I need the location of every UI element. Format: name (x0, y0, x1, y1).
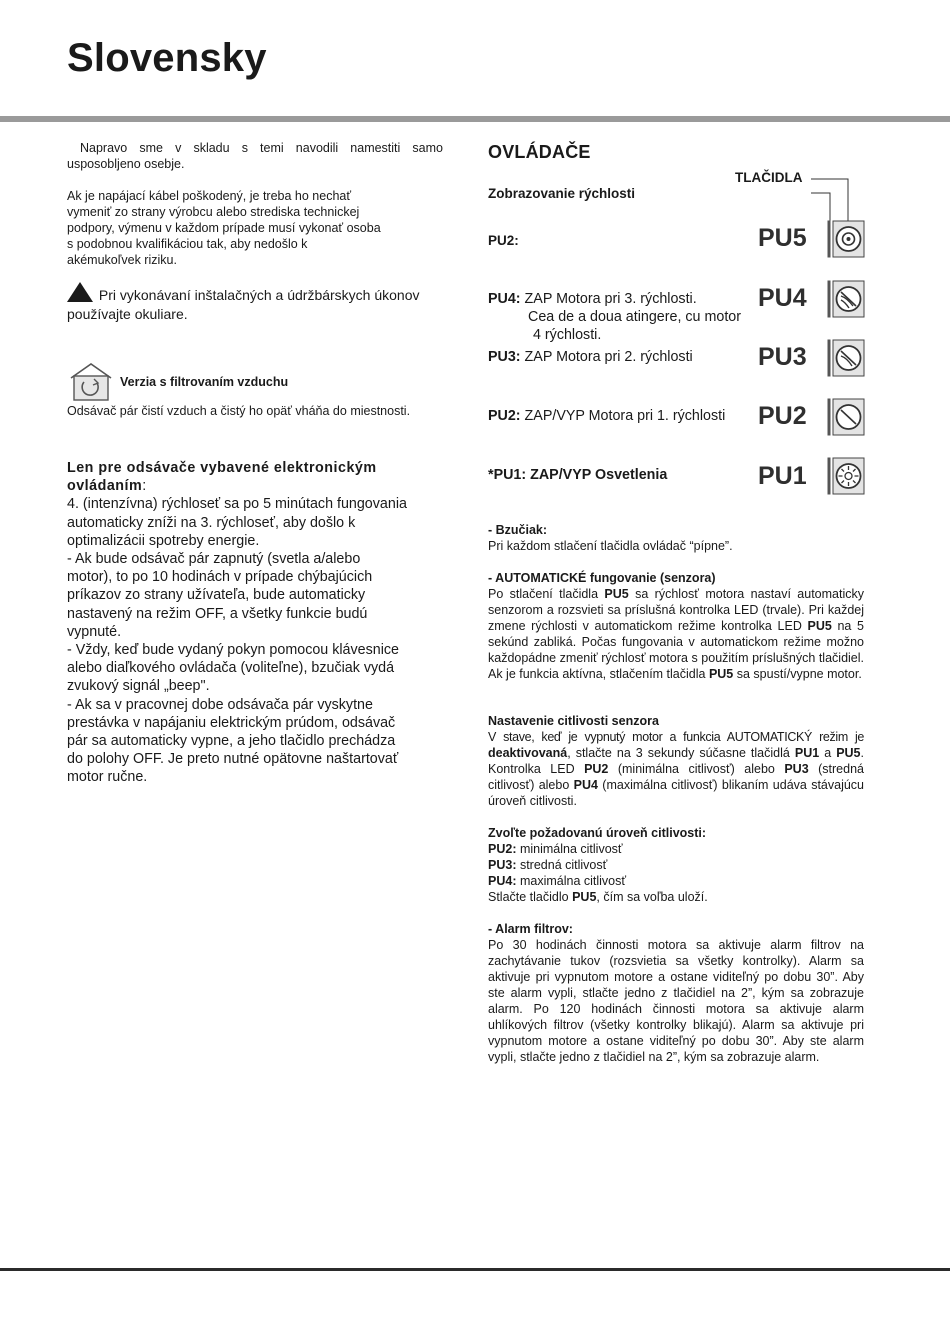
filter-version-row (67, 362, 443, 402)
sens-d: PU1 (794, 746, 820, 760)
level-item (488, 857, 864, 873)
level-value: maximálna citlivosť (516, 874, 627, 888)
filter-version-text: Odsávač pár čistí vzduch a čistý ho opäť vháňa do miestnosti. (67, 404, 411, 418)
level-value: stredná citlivosť (516, 858, 608, 872)
level-heading: Zvoľte požadovanú úroveň citlivosti: (488, 826, 707, 840)
pu2-description (488, 407, 725, 425)
warning-paragraph (67, 282, 443, 324)
auto-text-e: na 5 sekúnd zabliká. Počas fungovania v automatickom režime možno každopádne zmeniť rýchlosť motora s použitím príslušných tlačidiel. Ak je funkcia aktívna, stlačením tlačidla (488, 619, 864, 681)
auto-text-g: sa spustí/vypne motor. (733, 667, 862, 681)
sens-i: (minimálna citlivosť) alebo (608, 762, 785, 776)
sens-m: (maximálna citlivosť) blikaním udáva stávajúcu úroveň citlivosti. (488, 778, 865, 808)
electronic-line: pár sa automaticky vypne, a jeho tlačidlo prechádza (67, 733, 396, 750)
sens-g: . Kontrolka LED (488, 746, 864, 776)
pu5-label: PU5 (758, 224, 807, 252)
alarm-text: Po 30 hodinách činnosti motora sa aktivuje alarm filtrov na zachytávanie tukov (rozsvietia sa všetky kontrolky). Alarm sa aktivuje pri vypnutom motore a ostane viditeľný po dobu 30”. Aby ste alarm vypli, stlačte jedno z tlačidiel na 2”, kým sa zobrazuje alarm. Po 120 hodinách činnosti motora sa aktivuje alarm uhlíkových filtrov (všetky kontrolky blikajú). Alarm sa aktivuje pri vypnutom motore a ostane viditeľný po dobu 30”. Aby ste alarm vypli, stlačte jedno z tlačidiel na 2”, kým sa zobrazuje alarm. (488, 938, 864, 1064)
pu3-text: ZAP Motora pri 2. rýchlosti (520, 349, 693, 365)
pu2-label: PU2 (758, 402, 807, 430)
sens-l: PU4 (573, 778, 598, 792)
electronic-line: 4. (intenzívna) rýchloseť sa po 5 minútach fungovania (67, 496, 407, 513)
level-value: minimálna citlivosť (516, 842, 623, 856)
power-cable-paragraph (67, 188, 443, 268)
air-recirculation-icon (68, 362, 114, 402)
power-cable-line: akémukoľvek riziku. (67, 253, 177, 267)
level-key: PU3: (488, 858, 517, 872)
electronic-heading: Len pre odsávače vybavené elektronickým ovládaním (67, 460, 377, 495)
pu4-line3: 4 rýchlosti. (533, 327, 602, 343)
pu4-label: PU4 (758, 284, 807, 312)
pu2-key: PU2: (488, 408, 521, 424)
filter-version-label: Verzia s filtrovaním vzduchu (120, 375, 289, 389)
sens-b: deaktivovaná (488, 746, 568, 760)
auto-heading: - AUTOMATICKÉ fungovanie (senzora) (488, 571, 716, 585)
sens-f: PU5 (836, 746, 861, 760)
right-column (488, 140, 865, 1064)
electronic-line: nastavený na režim OFF, a všetky funkcie budú (67, 605, 368, 622)
pu2-button-icon[interactable] (827, 398, 865, 436)
pu2-display-label: PU2: (488, 233, 519, 248)
save-b: PU5 (572, 890, 597, 904)
sensitivity-level-block (488, 825, 864, 905)
level-key: PU2: (488, 842, 517, 856)
electronic-line: prestávka v napájaniu elektrickým prúdom, odsávač (67, 714, 396, 731)
pu4-button-icon[interactable] (827, 280, 865, 318)
auto-text-d: PU5 (807, 619, 832, 633)
pu1-description: *PU1: ZAP/VYP Osvetlenia (488, 467, 668, 483)
electronic-line: optimalizácii spotreby energie. (67, 532, 260, 549)
page-title: Slovensky (67, 36, 267, 80)
warning-text: Pri vykonávaní inštalačných a údržbárskych úkonov používajte okuliare. (67, 287, 420, 322)
header-divider (0, 116, 950, 122)
electronic-line: zvukový signál „beep". (67, 678, 210, 695)
pu3-label: PU3 (758, 343, 807, 371)
sens-c: , stlačte na 3 sekundy súčasne tlačidlá (567, 746, 795, 760)
pu1-label: PU1 (758, 462, 807, 490)
sens-h: PU2 (584, 762, 609, 776)
level-item (488, 873, 864, 889)
footer-divider (0, 1268, 950, 1271)
buttons-header: TLAČIDLA (735, 170, 803, 185)
electronic-heading-colon: : (142, 478, 147, 495)
intro-paragraph: Napravo sme v skladu s temi navodili namestiti samo usposobljeno osebje. (67, 141, 443, 171)
electronic-line: automaticky zníži na 3. rýchloseť, aby došlo k (67, 514, 356, 531)
pu4-text: ZAP Motora pri 3. rýchlosti. (520, 291, 697, 307)
warning-triangle-icon (67, 282, 93, 302)
pu2-text: ZAP/VYP Motora pri 1. rýchlosti (520, 408, 726, 424)
filter-alarm-block (488, 921, 864, 1065)
electronic-line: - Vždy, keď bude vydaný pokyn pomocou klávesnice (67, 642, 399, 659)
save-c: , čím sa voľba uloží. (596, 890, 708, 904)
pu5-button-icon[interactable] (827, 220, 865, 258)
sensor-sensitivity-block (488, 713, 864, 809)
sensor-heading: Nastavenie citlivosti senzora (488, 714, 659, 728)
electronic-line: vypnuté. (67, 623, 122, 640)
level-item (488, 841, 864, 857)
buzzer-heading: - Bzučiak: (488, 523, 548, 537)
sens-e: a (819, 746, 837, 760)
pu3-key: PU3: (488, 349, 521, 365)
auto-text-b: PU5 (604, 587, 629, 601)
power-cable-line: vymeniť zo strany výrobcu alebo strediska technickej (67, 205, 360, 219)
auto-text-a: Po stlačení tlačidla (488, 587, 605, 601)
sens-k: (stredná citlivosť) alebo (488, 762, 864, 792)
save-instruction (488, 889, 864, 905)
electronic-line: - Ak sa v pracovnej dobe odsávača pár vyskytne (67, 696, 373, 713)
sens-j: PU3 (784, 762, 809, 776)
buzzer-block (488, 522, 864, 554)
power-cable-line: s podobnou kvalifikáciou tak, aby nedošlo k (67, 237, 308, 251)
electronic-line: motor ručne. (67, 769, 148, 786)
save-a: Stlačte tlačidlo (488, 890, 573, 904)
speed-display-label: Zobrazovanie rýchlosti (488, 186, 636, 201)
auto-text (488, 586, 864, 682)
left-column (67, 140, 443, 787)
pu3-description (488, 348, 693, 366)
electronic-line: príkazov zo strany užívateľa, bude automaticky (67, 587, 366, 604)
power-cable-line: podpory, výmenu v každom prípade musí vykonať osoba (67, 221, 381, 235)
controls-title: OVLÁDAČE (488, 142, 591, 162)
pu1-button-icon[interactable] (827, 457, 865, 495)
auto-text-f: PU5 (708, 667, 734, 681)
level-key: PU4: (488, 874, 517, 888)
power-cable-line: Ak je napájací kábel poškodený, je treba ho nechať (67, 189, 352, 203)
auto-block (488, 570, 864, 682)
electronic-control-section (67, 459, 443, 787)
auto-text-c: sa rýchlosť motora nastaví automaticky senzorom a rozsvieti sa príslušná kontrolka LED (trvale). Pri každej zmene rýchlosti v automatickom režime kontrolka LED (488, 587, 864, 633)
pu4-description (488, 290, 697, 308)
pu4-key: PU4: (488, 291, 521, 307)
electronic-line: - Ak bude odsávač pár zapnutý (svetla a/alebo (67, 551, 361, 568)
alarm-heading: - Alarm filtrov: (488, 922, 573, 936)
buzzer-text: Pri každom stlačení tlačidla ovládač “pípne”. (488, 539, 733, 553)
sens-a: V stave, keď je vypnutý motor a funkcia AUTOMATICKÝ režim je (488, 730, 864, 744)
electronic-line: do polohy OFF. Je preto nutné opätovne naštartovať (67, 751, 399, 768)
electronic-line: motor), to po 10 hodinách v prípade chýbajúcich (67, 569, 373, 586)
electronic-line: alebo diaľkového ovládača (voliteľne), bzučiak vydá (67, 660, 395, 677)
pu3-button-icon[interactable] (827, 339, 865, 377)
sensor-text (488, 729, 864, 809)
pu4-line2: Cea de a doua atingere, cu motor (528, 309, 742, 325)
